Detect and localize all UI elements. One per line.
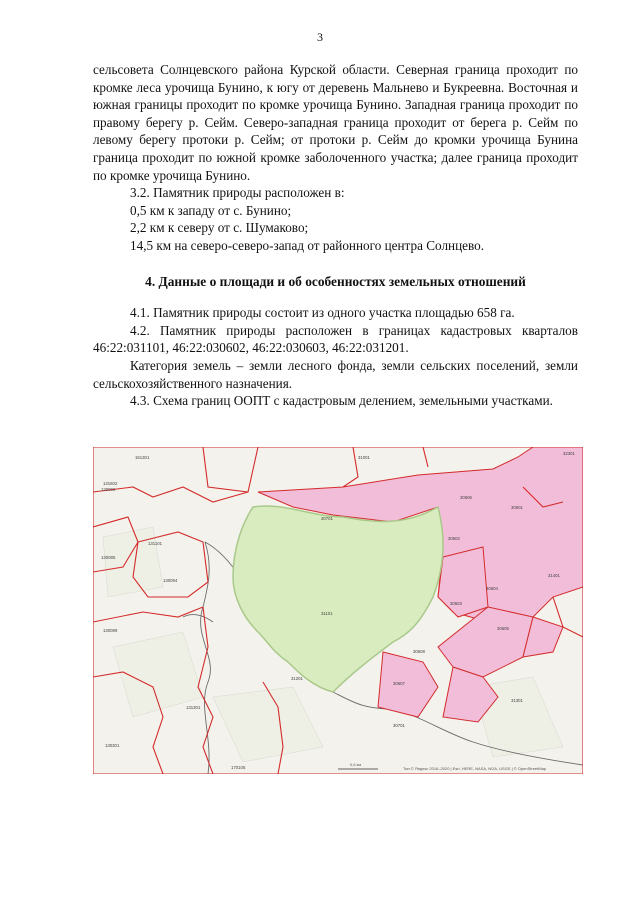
- svg-text:32301: 32301: [563, 451, 575, 456]
- cadastral-map: [93, 447, 583, 774]
- section-3-2-title: 3.2. Памятник природы расположен в:: [130, 185, 345, 201]
- svg-text:31001: 31001: [358, 455, 370, 460]
- svg-text:30606: 30606: [460, 495, 472, 500]
- svg-text:31401: 31401: [548, 573, 560, 578]
- svg-text:130085: 130085: [101, 555, 116, 560]
- svg-text:30603: 30603: [450, 601, 462, 606]
- svg-text:31201: 31201: [291, 676, 303, 681]
- svg-text:130301: 130301: [105, 743, 120, 748]
- svg-text:30701: 30701: [393, 723, 405, 728]
- location-item: 0,5 км к западу от с. Бунино;: [130, 202, 292, 218]
- svg-text:30607: 30607: [393, 681, 405, 686]
- svg-text:130089: 130089: [103, 628, 118, 633]
- svg-text:131602: 131602: [103, 481, 118, 486]
- svg-text:30604: 30604: [486, 586, 498, 591]
- svg-text:30701: 30701: [321, 516, 333, 521]
- location-item: 2,2 км к северу от с. Шумаково;: [130, 220, 309, 236]
- svg-text:30605: 30605: [497, 626, 509, 631]
- map-attribution: Тип © Яндекс 2016–2020 | Esri, HERE, NASA, NGA, USGS | © OpenStreetMap: [403, 766, 547, 771]
- page-number: 3: [317, 30, 323, 44]
- svg-text:30602: 30602: [448, 536, 460, 541]
- section-4-3: 4.3. Схема границ ООПТ с кадастровым делением, земельными участками.: [130, 393, 553, 409]
- land-category: Категория земель – земли лесного фонда, земли сельских поселений, земли сельскохозяйственного назначения.: [93, 357, 578, 391]
- section-4-2: 4.2. Памятник природы расположен в границах кадастровых кварталов 46:22:031101, 46:22:030602, 46:22:030603, 46:22:031201.: [93, 322, 578, 356]
- svg-text:30608: 30608: [413, 649, 425, 654]
- svg-text:131101: 131101: [148, 541, 163, 546]
- svg-text:0,6 км: 0,6 км: [350, 762, 362, 767]
- section-4-1: 4.1. Памятник природы состоит из одного участка площадью 658 га.: [130, 305, 515, 321]
- svg-text:31301: 31301: [511, 698, 523, 703]
- paragraph-boundaries: сельсовета Солнцевского района Курской области. Северная граница проходит по кромке леса урочища Бунино, к югу от деревень Мальнево и Букреевна. Восточная и южная границы проходит по кромке урочища Бунино. Западная граница проходит по правому берегу р. Сейм. Северо-западная граница проходит от берега р. Сейм по левому берегу протоки р. Сейм; от протоки р. Сейм до кромки урочища Бунина граница проходит по южной кромке заболоченного участка; далее граница проходит по кромке урочища Бунино.: [93, 62, 578, 183]
- svg-text:31101: 31101: [321, 611, 333, 616]
- svg-text:151301: 151301: [135, 455, 150, 460]
- location-item: 14,5 км на северо-северо-запад от районного центра Солнцево.: [130, 237, 485, 253]
- svg-text:170105: 170105: [231, 765, 246, 770]
- body-text: [93, 61, 578, 410]
- svg-text:130094: 130094: [163, 578, 178, 583]
- svg-text:130092: 130092: [101, 487, 116, 492]
- svg-text:30601: 30601: [511, 505, 523, 510]
- section-4-heading: 4. Данные о площади и об особенностях земельных отношений: [145, 273, 526, 289]
- svg-text:131301: 131301: [186, 705, 201, 710]
